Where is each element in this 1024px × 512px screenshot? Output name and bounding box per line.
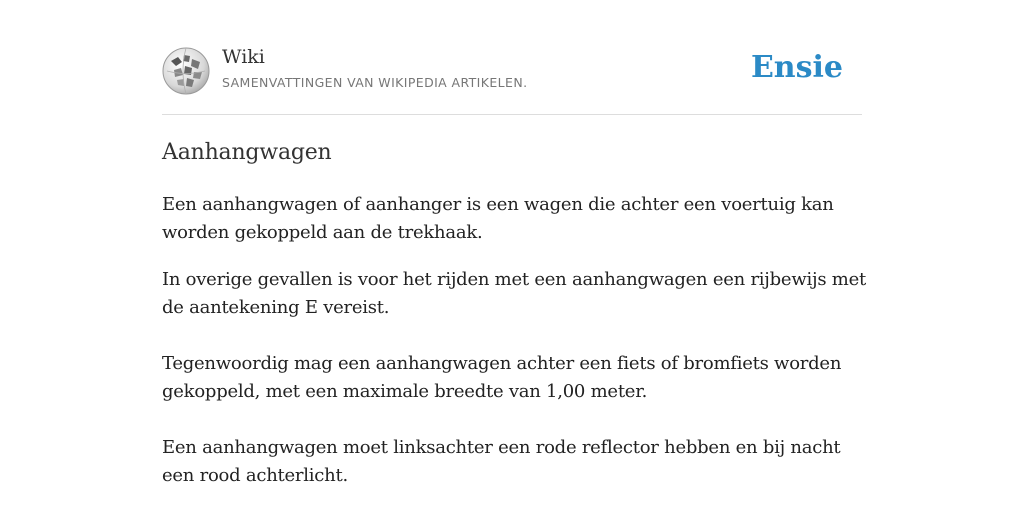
- site-subtitle: SAMENVATTINGEN VAN WIKIPEDIA ARTIKELEN.: [222, 75, 528, 90]
- site-header: [162, 44, 862, 115]
- article-title: Aanhangwagen: [162, 140, 332, 165]
- article-paragraph: Een aanhangwagen moet linksachter een rode reflector hebben en bij nacht een rood achterlicht.: [162, 437, 841, 486]
- article-paragraph: Een aanhangwagen of aanhanger is een wagen die achter een voertuig kan worden gekoppeld aan de trekhaak.: [162, 194, 834, 243]
- article-paragraph: In overige gevallen is voor het rijden met een aanhangwagen een rijbewijs met de aantekening E vereist.: [162, 269, 866, 318]
- article-paragraph: Tegenwoordig mag een aanhangwagen achter een fiets of bromfiets worden gekoppeld, met een maximale breedte van 1,00 meter.: [162, 353, 842, 402]
- wikipedia-globe-icon[interactable]: [162, 47, 210, 95]
- site-title[interactable]: Wiki: [222, 46, 265, 68]
- brand-logo[interactable]: Ensie: [750, 50, 843, 85]
- article: [162, 138, 867, 490]
